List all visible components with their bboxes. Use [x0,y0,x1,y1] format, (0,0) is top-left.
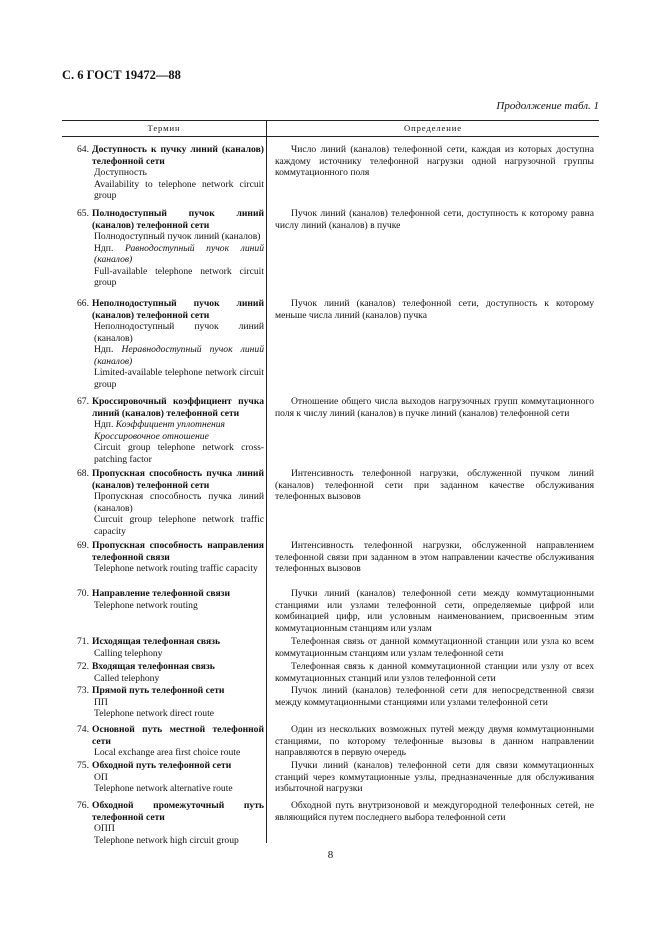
term-synonym: Full-available telephone network circuit group [94,265,264,288]
term-entry [62,724,264,759]
deprecated-term: Равнодоступный пучок линий (каналов) [94,242,264,265]
term-body [92,685,264,720]
term-entry [62,540,264,575]
term-title: Кроссировочный коэффициент пучка линий (каналов) телефонной сети [92,396,264,419]
term-definition: Отношение общего числа выходов нагрузочных групп коммутационного поля к числу линий (каналов) в пучке линий (каналов) телефонной сети [275,396,594,419]
table-header-rule [62,136,599,137]
term-title: Пропускная способность пучка линий (каналов) телефонной сети [92,468,264,491]
term-definition: Телефонная связь от данной коммутационной станции или узла ко всем коммутационным станциям или узлам телефонной сети [275,636,594,659]
term-number: 71. [77,636,89,647]
table-continuation-label: Продолжение табл. 1 [496,100,599,112]
term-entry [62,685,264,720]
term-synonym: Calling telephony [94,647,163,659]
term-entry [62,588,264,611]
term-number: 76. [77,800,89,811]
term-definition: Пучок линий (каналов) телефонной сети, доступность к которому меньше числа линий (каналов) пучка [275,298,594,321]
term-definition: Пучок линий (каналов) телефонной сети для непосредственной связи между коммутационными станциями или узлами телефонной сети [275,685,594,708]
deprecated-term: Неравнодоступный пучок линий (каналов) [94,344,264,367]
deprecated-term: Кроссировочное отношение [94,430,209,442]
term-number: 72. [77,661,89,672]
deprecated-term: Коэффициент уплотнения [115,419,226,430]
term-title: Полнодоступный пучок линий (каналов) телефонной сети [92,208,264,231]
term-synonym: Доступность [94,167,147,178]
term-title: Обходной путь телефонной сети [92,760,232,771]
term-synonym: ОПП [94,823,115,834]
term-title: Обходной промежуточный путь телефонной сети [92,800,264,823]
term-number: 65. [77,208,89,219]
term-synonym: Ндп. Неравнодоступный пучок линий (каналов) [94,344,264,367]
term-title: Основной путь местной телефонной сети [92,724,264,747]
term-synonym: Неполнодоступный пучок линий (каналов) [94,321,264,344]
term-body [92,396,264,465]
term-entry [62,208,264,289]
term-body [92,468,264,537]
term-body [92,636,264,659]
term-number: 66. [77,298,89,309]
term-entry [62,636,264,659]
term-number: 67. [77,396,89,407]
term-definition: Обходной путь внутризоновой и междугородной телефонных сетей, не являющийся путем последнего выбора телефонной сети [275,800,594,823]
term-synonym: Ндп. Коэффициент уплотнения [94,419,226,430]
document-header: С. 6 ГОСТ 19472—88 [62,68,181,82]
term-number: 69. [77,540,89,551]
term-synonym: Called telephony [94,672,160,684]
term-synonym: Limited-available telephone network circuit group [94,367,264,390]
terms-table [62,120,599,846]
term-synonym: Telephone network direct route [94,708,215,719]
term-definition: Телефонная связь к данной коммутационной станции или узлу от всех коммутационных станций или узлов телефонной сети [275,661,594,684]
term-entry [62,144,264,202]
term-title: Прямой путь телефонной сети [92,685,225,696]
column-header-term: Термин [147,123,181,133]
term-number: 74. [77,724,89,735]
term-definition: Пучок линий (каналов) телефонной сети, доступность к которому равна числу линий (каналов) в пучке [275,208,594,231]
term-synonym: Curcuit group telephone network traffic capacity [94,514,264,537]
term-synonym: Ндп. Равнодоступный пучок линий (каналов) [94,242,264,265]
term-body [92,724,264,759]
term-number: 64. [77,144,89,155]
term-entry [62,298,264,390]
column-header-definition: Определение [403,123,462,133]
term-synonym: ПП [94,696,108,708]
term-synonym: Telephone network routing traffic capacity [94,563,258,574]
term-body [92,298,264,390]
term-synonym: Telephone network high circuit group [94,834,239,846]
term-number: 68. [77,468,89,479]
term-synonym: Полнодоступный пучок линий (каналов) [94,231,261,242]
term-synonym: Availability to telephone network circuit group [94,178,264,201]
term-synonym: Local exchange area first choice route [94,747,241,758]
term-body [92,208,264,289]
term-definition: Число линий (каналов) телефонной сети, каждая из которых доступна каждому источнику телефонной нагрузки одной нагрузочной группы коммутационного поля [275,144,594,178]
term-title: Направление телефонной связи [92,588,231,599]
term-body [92,588,264,611]
term-entry [62,760,264,795]
term-synonym: Пропускная способность пучка линий (каналов) [94,491,264,514]
term-body [92,540,264,575]
term-body [92,800,264,846]
term-number: 70. [77,588,89,599]
term-title: Исходящая телефонная связь [92,636,221,647]
term-definition: Интенсивность телефонной нагрузки, обслуженной направлением телефонной связи при заданном в этом направлении качестве обслуживания телефонных вызовов [275,540,594,574]
table-column-divider [266,120,267,843]
term-definition: Пучки линий (каналов) телефонной сети для связи коммутационных станций через коммутационные узлы, предназначенные для обслуживания избыточной нагрузки [275,760,594,794]
term-definition: Интенсивность телефонной нагрузки, обслуженной пучком линий (каналов) телефонной сети при заданном качестве обслуживания телефонных вызовов [275,468,594,502]
term-entry [62,396,264,465]
term-number: 75. [77,760,89,771]
page-number: 8 [327,849,334,861]
term-title: Входящая телефонная связь [92,661,215,672]
term-synonym: Telephone network routing [94,599,198,611]
term-body [92,144,264,202]
term-title: Пропускная способность направления телефонной связи [92,540,264,563]
term-entry [62,661,264,684]
table-top-rule [62,120,599,121]
term-title: Доступность к пучку линий (каналов) телефонной сети [92,144,264,167]
term-number: 73. [77,685,89,696]
term-body [92,760,264,795]
term-definition: Пучки линий (каналов) телефонной сети между коммутационными станциями или узлами телефонной сети, определяемые цифрой или комбинацией цифр, или условным наименованием, присвоенным этим коммутационным станциям или узлам [275,588,594,634]
term-definition: Один из нескольких возможных путей между двумя коммутационными станциями, по которому телефонные вызовы в данном направлении направляются в первую очередь [275,724,594,758]
term-synonym: Telephone network alternative route [94,783,233,794]
term-synonym: Circuit group telephone network cross-patching factor [94,442,264,465]
term-synonym: ОП [94,771,108,783]
term-entry [62,800,264,846]
term-synonym [92,431,264,443]
term-entry [62,468,264,537]
term-body [92,661,264,684]
term-title: Неполнодоступный пучок линий (каналов) телефонной сети [92,298,264,321]
